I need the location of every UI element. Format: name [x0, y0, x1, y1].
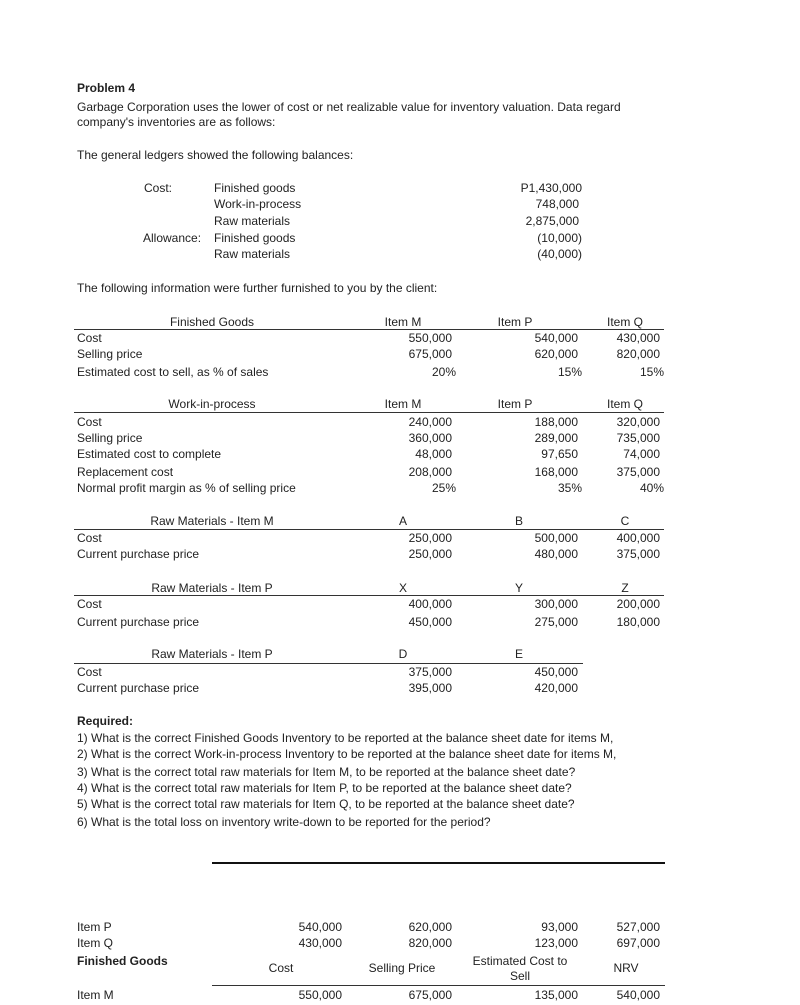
solution-cell: 430,000: [298, 936, 342, 950]
rm-p1-col-header: Y: [514, 581, 523, 595]
rm-p1-row-label: Cost: [77, 597, 102, 611]
wip-row-label: Cost: [77, 415, 102, 429]
rm-p1-rule: [74, 595, 664, 596]
rm-m-cell: 400,000: [616, 531, 660, 545]
rm-p1-cell: 200,000: [616, 597, 660, 611]
wip-cell: 35%: [557, 481, 582, 495]
ledger-item: Raw materials: [214, 214, 291, 228]
further-info: The following information were further furnished to you by the client:: [77, 281, 438, 295]
solution-header: Cost: [268, 961, 294, 975]
wip-cell: 320,000: [616, 415, 660, 429]
required-item: 1) What is the correct Finished Goods Inventory to be reported at the balance sheet date for items M,: [77, 731, 614, 745]
wip-cell: 25%: [431, 481, 456, 495]
rm-p1-cell: 450,000: [408, 615, 452, 629]
fg-col-header: Item P: [497, 315, 533, 329]
fg-cell: 20%: [431, 365, 456, 379]
required-item: 5) What is the correct total raw materials for Item Q, to be reported at the balance sheet date?: [77, 797, 575, 811]
ledger-item: Raw materials: [214, 247, 291, 261]
solution-row-label: Item Q: [77, 936, 114, 950]
solution-cell: 527,000: [616, 920, 660, 934]
required-item: 2) What is the correct Work-in-process Inventory to be reported at the balance sheet date for items M,: [77, 747, 617, 761]
problem-title: Problem 4: [77, 81, 136, 95]
solution-cell: 135,000: [534, 988, 578, 1002]
intro-line-1: Garbage Corporation uses the lower of cost or net realizable value for inventory valuation. Data regard: [77, 100, 621, 114]
rm-p1-cell: 180,000: [616, 615, 660, 629]
fg-row-label: Estimated cost to sell, as % of sales: [77, 365, 269, 379]
ledger-intro: The general ledgers showed the following balances:: [77, 148, 354, 162]
solution-cell: 93,000: [541, 920, 578, 934]
ledger-allowance-label: Allowance:: [143, 231, 202, 245]
wip-cell: 40%: [639, 481, 664, 495]
wip-cell: 168,000: [534, 465, 578, 479]
wip-col-header: Item Q: [606, 397, 643, 411]
fg-cell: 540,000: [534, 331, 578, 345]
solution-cell: 675,000: [408, 988, 452, 1002]
rm-m-cell: 500,000: [534, 531, 578, 545]
rm-p2-col-header: E: [514, 647, 523, 661]
rm-p1-cell: 400,000: [408, 597, 452, 611]
solution-header: NRV: [613, 961, 639, 975]
rm-m-cell: 250,000: [408, 531, 452, 545]
wip-cell: 97,650: [541, 447, 578, 461]
intro-line-2: company's inventories are as follows:: [77, 115, 276, 129]
wip-col-header: Item M: [384, 397, 422, 411]
rm-p1-row-label: Current purchase price: [77, 615, 200, 629]
rm-p1-cell: 275,000: [534, 615, 578, 629]
fg-cell: 550,000: [408, 331, 452, 345]
fg-row-label: Cost: [77, 331, 102, 345]
required-item: 4) What is the correct total raw materials for Item P, to be reported at the balance sheet date?: [77, 781, 572, 795]
fg-cell: 15%: [639, 365, 664, 379]
ledger-amount: P1,430,000: [520, 181, 582, 195]
rm-m-row-label: Current purchase price: [77, 547, 200, 561]
solution-header: Selling Price: [368, 961, 436, 975]
wip-cell: 375,000: [616, 465, 660, 479]
rm-p2-title: Raw Materials - Item P: [151, 647, 273, 661]
ledger-item: Finished goods: [214, 231, 296, 245]
wip-row-label: Estimated cost to complete: [77, 447, 222, 461]
solution-cell: 820,000: [408, 936, 452, 950]
solution-header: Estimated Cost to Sell: [472, 954, 568, 983]
solution-cell: 550,000: [298, 988, 342, 1002]
rm-p2-rule: [74, 663, 583, 664]
solution-section-label: Finished Goods: [77, 954, 168, 968]
solution-cell: 540,000: [298, 920, 342, 934]
wip-col-header: Item P: [497, 397, 533, 411]
rm-p2-cell: 395,000: [408, 681, 452, 695]
fg-cell: 675,000: [408, 347, 452, 361]
wip-cell: 240,000: [408, 415, 452, 429]
solution-rule: [212, 985, 665, 986]
wip-row-label: Normal profit margin as % of selling price: [77, 481, 296, 495]
solution-row-label: Item M: [77, 988, 114, 1002]
rm-m-rule: [74, 529, 664, 530]
wip-row-label: Replacement cost: [77, 465, 174, 479]
wip-cell: 360,000: [408, 431, 452, 445]
fg-cell: 15%: [557, 365, 582, 379]
wip-cell: 74,000: [623, 447, 660, 461]
solution-cell: 697,000: [616, 936, 660, 950]
rm-p2-row-label: Cost: [77, 665, 102, 679]
rm-p2-col-header: D: [398, 647, 408, 661]
ledger-amount: (10,000): [537, 231, 582, 245]
rm-m-cell: 480,000: [534, 547, 578, 561]
rm-p2-cell: 375,000: [408, 665, 452, 679]
rm-p2-cell: 420,000: [534, 681, 578, 695]
wip-row-label: Selling price: [77, 431, 143, 445]
rm-p1-cell: 300,000: [534, 597, 578, 611]
ledger-item: Work-in-process: [214, 197, 302, 211]
wip-cell: 208,000: [408, 465, 452, 479]
rm-p2-row-label: Current purchase price: [77, 681, 200, 695]
rm-m-col-header: B: [514, 514, 523, 528]
solution-cell: 540,000: [616, 988, 660, 1002]
fg-col-header: Item Q: [606, 315, 643, 329]
fg-row-label: Selling price: [77, 347, 143, 361]
rm-m-col-header: A: [398, 514, 407, 528]
fg-cell: 820,000: [616, 347, 660, 361]
solution-thick-rule: [212, 862, 665, 864]
wip-cell: 735,000: [616, 431, 660, 445]
fg-rule: [74, 329, 664, 330]
wip-cell: 188,000: [534, 415, 578, 429]
rm-m-cell: 250,000: [408, 547, 452, 561]
ledger-amount: 2,875,000: [525, 214, 579, 228]
fg-col-header: Item M: [384, 315, 422, 329]
required-title: Required:: [77, 714, 134, 728]
fg-title: Finished Goods: [169, 315, 255, 329]
rm-m-col-header: C: [620, 514, 630, 528]
rm-m-row-label: Cost: [77, 531, 102, 545]
ledger-amount: (40,000): [537, 247, 582, 261]
rm-p1-col-header: Z: [621, 581, 629, 595]
rm-m-title: Raw Materials - Item M: [150, 514, 274, 528]
rm-p1-title: Raw Materials - Item P: [151, 581, 273, 595]
wip-cell: 48,000: [415, 447, 452, 461]
rm-m-cell: 375,000: [616, 547, 660, 561]
fg-cell: 620,000: [534, 347, 578, 361]
ledger-item: Finished goods: [214, 181, 296, 195]
rm-p2-cell: 450,000: [534, 665, 578, 679]
required-item: 3) What is the correct total raw materials for Item M, to be reported at the balance sheet date?: [77, 765, 576, 779]
required-item: 6) What is the total loss on inventory write-down to be reported for the period?: [77, 815, 491, 829]
solution-row-label: Item P: [77, 920, 112, 934]
wip-cell: 289,000: [534, 431, 578, 445]
ledger-amount: 748,000: [535, 197, 579, 211]
solution-cell: 620,000: [408, 920, 452, 934]
ledger-cost-label: Cost:: [144, 181, 173, 195]
solution-cell: 123,000: [534, 936, 578, 950]
wip-title: Work-in-process: [168, 397, 256, 411]
fg-cell: 430,000: [616, 331, 660, 345]
wip-rule: [74, 412, 664, 413]
rm-p1-col-header: X: [398, 581, 407, 595]
